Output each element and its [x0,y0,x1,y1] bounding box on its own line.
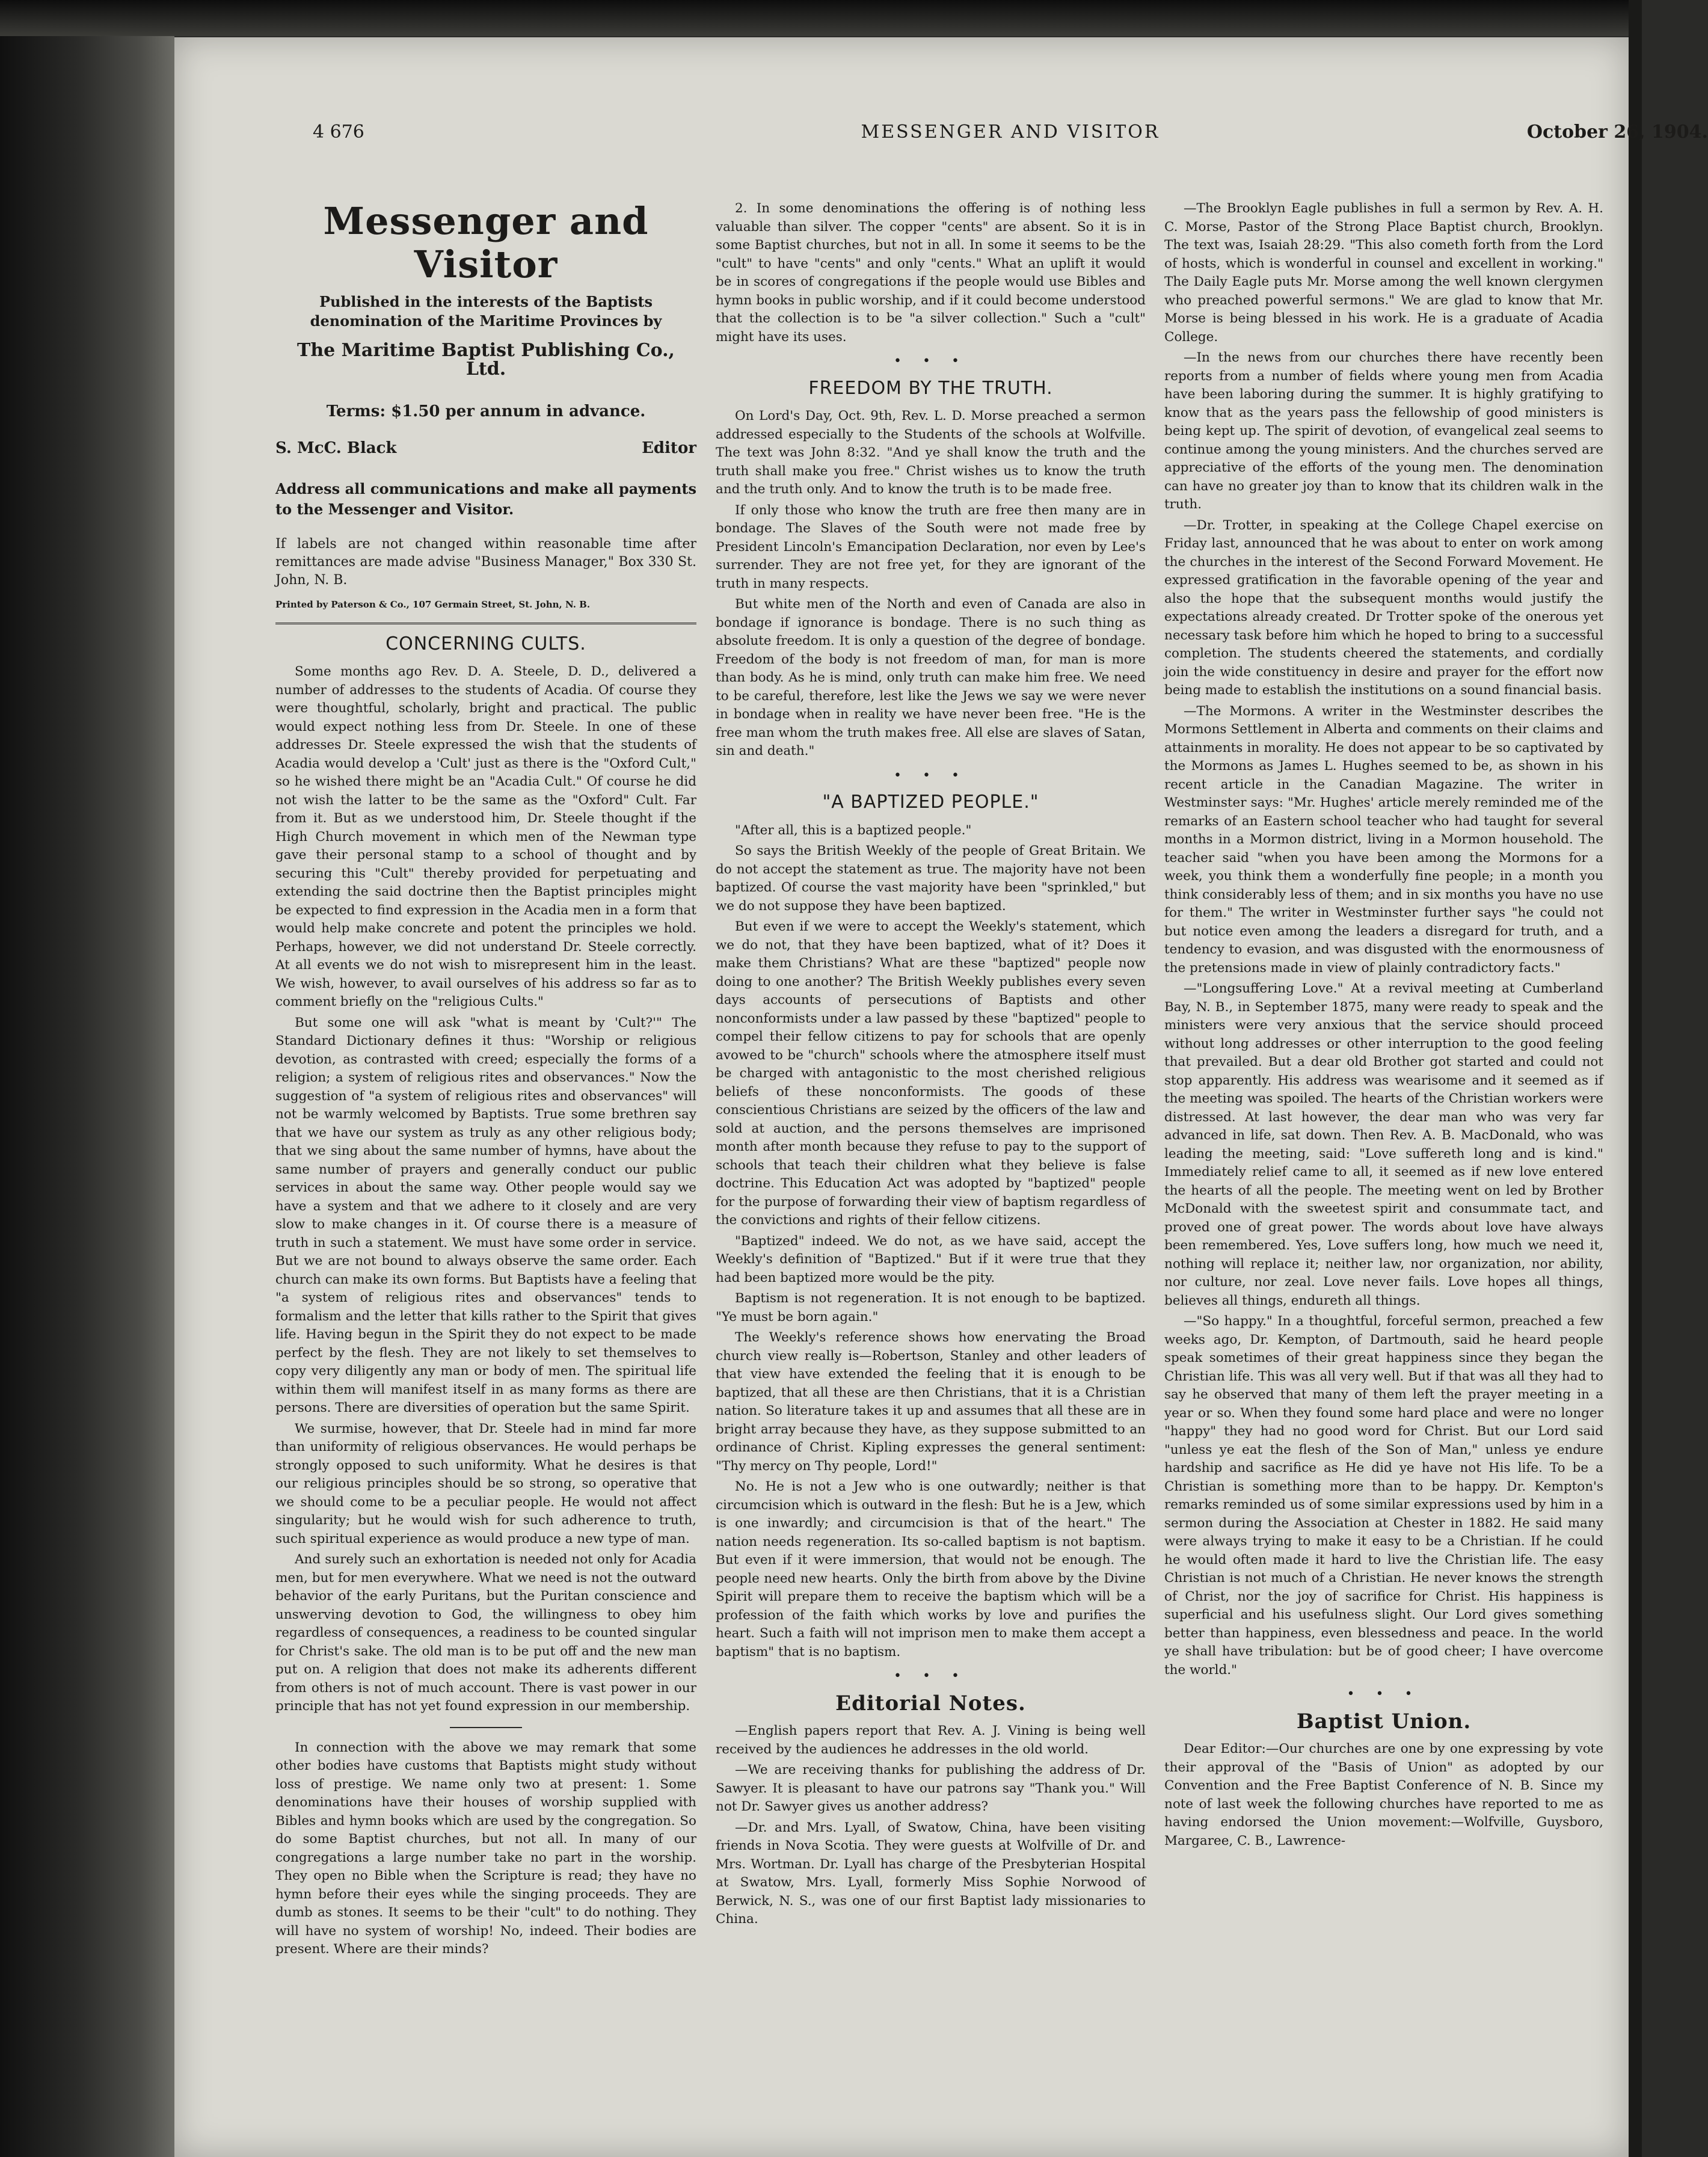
running-masthead: MESSENGER AND VISITOR [861,122,1160,143]
issue-date: October 26, 1904. [1526,122,1708,143]
paper-subtitle: Published in the interests of the Baptists denomination of the Maritime Provinces by [310,293,662,330]
article-paragraph: So says the British Weekly of the people of Great Britain. We do not accept the statement as true. The majority have not been baptized. Of course the vast majority have been "sprinkled," but we do not suppose they have been baptized. [716,843,1146,914]
article-paragraph: If only those who know the truth are free then many are in bondage. The Slaves of the South were not made free by President Lincoln's Emancipation Declaration, nor even by Lee's surrender. They are not free yet, for they are ignorant of the truth in many respects. [716,502,1146,591]
note-paragraph: —English papers report that Rev. A. J. Vining is being well received by the audiences he addresses in the old world. [716,1723,1146,1757]
column-1 [275,200,696,1962]
column-2 [716,200,1146,1931]
scan-border-top [0,0,1642,36]
editor-role: Editor [642,438,696,457]
note-paragraph: —The Mormons. A writer in the Westminster describes the Mormons Settlement in Alberta and comments on their claims and attainments in morality. He does not appear to be so captivated by the Mormons as James L. Hughes seemed to be, as shown in his recent article in the Canadian Magazine. The writer in Westminster says: "Mr. Hughes' article merely reminded me of the remarks of an Eastern school teacher who had taught for several months in a Mormon district, living in a Mormon household. The teacher said "when you have been among the Mormons for a week, you think them a wonderfully fine people; in a month you think considerably less of them; and in six months you have no use for them." The writer in Westminster further says "he could not but notice even among the leaders a disregard for truth, and a tendency to evasion, and was disgusted with the enormousness of the pretensions made in view of plainly contradictory facts." [1164,703,1603,976]
divider [275,623,696,624]
column-3 [1164,200,1603,1853]
article-paragraph: And surely such an exhortation is needed not only for Acadia men, but for men everywhere. What we need is not the outward behavior of the early Puritans, but the Puritan conscience and unswerving devotion to God, the willingness to obey him regardless of consequences, a readiness to be counted singular for Christ's sake. The old man is to be put off and the new man put on. A religion that does not make its adherents different from others is not of much account. There is vast power in our principle that has not yet found expression in our membership. [275,1552,696,1714]
publisher-name: The Maritime Baptist Publishing Co., Ltd. [297,340,675,380]
paper-title: Messenger and Visitor [323,199,649,286]
article-paragraph: The Weekly's reference shows how enervating the Broad church view really is—Robertson, Stanley and other leaders of that view have extended the feeling that it is enough to be baptized, that all these are then Christians, that it is a Christian nation. So literature takes it up and assumes that all these are in bright array because they have, as they suppose submitted to an ordinance of Christ. Kipling expresses the general sentiment: "Thy mercy on Thy people, Lord!" [716,1330,1146,1474]
article-paragraph: Some months ago Rev. D. A. Steele, D. D., delivered a number of addresses to the students of Acadia. Of course they were thoughtful, scholarly, bright and practical. The public would expect nothing less from Dr. Steele. In one of these addresses Dr. Steele expressed the wish that the students of Acadia would develop a 'Cult' just as there is the "Oxford Cult," so he wished there might be an "Acadia Cult." Of course he did not wish the latter to be the same as the "Oxford" Cult. Far from it. But as we understood him, Dr. Steele thought if the High Church movement in which men of the Newman type gave their personal stamp to a school of thought and by securing this "Cult" thereby provided for perpetuating and extending the said doctrine then the Baptist principles might be expected to find expression in the Acadia men in a form that would help make concrete and potent the principles we hold. Perhaps, however, we did not understand Dr. Steele correctly. At all events we do not wish to misrepresent him in the least. We wish, however, to avail ourselves of his address so far as to comment briefly on the "religious Cults." [275,664,696,1009]
article-paragraph: On Lord's Day, Oct. 9th, Rev. L. D. Morse preached a sermon addressed especially to the Students of the schools at Wolfville. The text was John 8:32. "And ye shall know the truth and the truth shall make you free." Christ wishes us to know the truth and the truth only. And to know the truth is to be made free. [716,408,1146,497]
section-ornament: • • • [894,768,968,783]
labels-notice: If labels are not changed within reasonable time after remittances are made advise "Business Manager," Box 330 St. John, N. B. [275,537,696,588]
address-notice: Address all communications and make all payments to the Messenger and Visitor. [275,480,696,518]
article-paragraph: 2. In some denominations the offering is of nothing less valuable than silver. The copper "cents" are absent. So it is in some Baptist churches, but not in all. In some it seems to be the "cult" to have "cents" and only "cents." What an uplift it would be in scores of congregations if the people would use Bibles and hymn books in public worship, and if it could become understood that the collection is to be "a silver collection." Such a "cult" might have its uses. [716,201,1146,345]
article-paragraph: No. He is not a Jew who is one outwardly; neither is that circumcision which is outward in the flesh: But he is a Jew, which is one inwardly; and circumcision is that of the heart." The nation needs regeneration. Its so-called baptism is not baptism. But even if it were immersion, that would not be enough. The people need new hearts. Only the birth from above by the Divine Spirit will prepare them to receive the baptism which will be a profession of the faith which works by love and purifies the heart. Such a faith will not imprison men to make them accept a baptism" that is no baptism. [716,1479,1146,1660]
note-paragraph: —"So happy." In a thoughtful, forceful sermon, preached a few weeks ago, Dr. Kempton, of Dartmouth, said he heard people speak sometimes of their great happiness since they began the Christian life. This was all very well. But if that was all they had to say he observed that many of them left the prayer meeting in a year or so. When they found some hard place and were no longer "happy" they had no good word for Christ. But our Lord said "unless ye eat the flesh of the Son of Man," unless ye endure hardship and sacrifice as He did ye have not His life. To be a Christian is something more than to be happy. Dr. Kempton's remarks reminded us of some similar expressions used by him in a sermon during the Association at Chester in 1882. He said many were always trying to make it easy to be a Christian. If he could he would often made it hard to live the Christian life. The easy Christian is not much of a Christian. He never knows the strength of Christ, nor the joy of sacrifice for Christ. His happiness is superficial and his usefulness slight. Our Lord gives something better than happiness, even blessedness and peace. In the world ye shall have tribulation: but be of good cheer; I have overcome the world." [1164,1314,1603,1678]
article-paragraph: "After all, this is a baptized people." [735,822,972,838]
editor-name: S. McC. Black [275,438,397,457]
divider [450,1727,522,1728]
note-paragraph: —In the news from our churches there have recently been reports from a number of fields where young men from Acadia have been laboring during the summer. It is highly gratifying to know that as the years pass the fellowship of good ministers is being kept up. The spirit of devotion, of evangelical zeal seems to continue among the young ministers. And the churches served are appreciative of the efforts of the young men. The denomination can have no greater joy than to know that its children walk in the truth. [1164,350,1603,512]
editor-line [275,439,696,458]
note-paragraph: —Dr. and Mrs. Lyall, of Swatow, China, have been visiting friends in Nova Scotia. They were guests at Wolfville of Dr. and Mrs. Wortman. Dr. Lyall has charge of the Presbyterian Hospital at Swatow, Mrs. Lyall, formerly Miss Sophie Norwood of Berwick, N. S., was one of our first Baptist lady missionaries to China. [716,1820,1146,1927]
printer-line: Printed by Paterson & Co., 107 Germain Street, St. John, N. B. [275,599,591,610]
page-number: 4 676 [313,122,364,143]
note-paragraph: —We are receiving thanks for publishing the address of Dr. Sawyer. It is pleasant to have our patrons say "Thank you." Will not Dr. Sawyer gives us another address? [716,1762,1146,1814]
article-paragraph: We surmise, however, that Dr. Steele had in mind far more than uniformity of religious observances. He would perhaps be strongly opposed to such uniformity. What he desires is that our religious principles should be so strong, so operative that we should come to be a peculiar people. He would not affect singularity; but he would wish for such adherence to truth, such spiritual experience as would produce a new type of man. [275,1421,696,1546]
article-paragraph: But some one will ask "what is meant by 'Cult?'" The Standard Dictionary defines it thus: "Worship or religious devotion, as contrasted with creed; especially the forms of a religion; a system of religious rites and observances." Now the suggestion of "a system of religious rites and observances" will not be warmly welcomed by Baptists. True some brethren say that we have our system as truly as any other religious body; that we sing about the same number of hymns, have about the same number of prayers and generally conduct our public services in about the same way. Other people would say we have a system and that we adhere to it closely and are very slow to make changes in it. Of course there is a measure of truth in such a statement. We must have some order in service. But we are not bound to always observe the same order. Each church can make its own forms. But Baptists have a feeling that "a system of religious rites and observances" tends to formalism and the letter that kills rather to the Spirit that gives life. Having begun in the Spirit they do not expect to be made perfect by the flesh. They are not likely to set themselves to copy very diligently any man or body of men. The spiritual life within them will manifest itself in as many forms as there are persons. There are diversities of operation but the same Spirit. [275,1015,696,1415]
article-heading-editorial-notes: Editorial Notes. [835,1691,1026,1715]
article-paragraph: In connection with the above we may remark that some other bodies have customs that Baptists might study without loss of prestige. We name only two at present: 1. Some denominations have their houses of worship supplied with Bibles and hymn books which are used by the congregation. So do some Baptist churches, but not all. In many of our congregations a large number take no part in the worship. They open no Bible when the Scripture is read; they have no hymn before their eyes while the singing proceeds. They are dumb as stones. It seems to be their "cult" to do nothing. They will have no system of worship! No, indeed. Their bodies are present. Where are their minds? [275,1740,696,1957]
note-paragraph: —The Brooklyn Eagle publishes in full a sermon by Rev. A. H. C. Morse, Pastor of the Strong Place Baptist church, Brooklyn. The text was, Isaiah 28:29. "This also cometh forth from the Lord of hosts, which is wonderful in counsel and excellent in working." The Daily Eagle puts Mr. Morse among the well known clergymen who preached powerful sermons." We are glad to know that Mr. Morse is being blessed in his work. He is a graduate of Acadia College. [1164,201,1603,345]
article-paragraph: But even if we were to accept the Weekly's statement, which we do not, that they have been baptized, what of it? Does it make them Christians? What are these "baptized" people now doing to one another? The British Weekly publishes every seven days accounts of persecutions of Baptists and other nonconformists under a law passed by these "baptized" people to compel their fellow citizens to pay for schools that are openly avowed to be "church" schools where the atmosphere itself must be charged with antagonistic to the most cherished religious beliefs of these nonconformists. The goods of these conscientious Christians are seized by the officers of the law and sold at auction, and the persons themselves are imprisoned month after month because they refuse to pay to the support of schools that teach their children what they believe is false doctrine. This Education Act was adopted by "baptized" people for the purpose of forwarding their view of baptism regardless of the convictions and rights of their fellow citizens. [716,919,1146,1228]
scan-border-right [1629,0,1642,2157]
page-header [313,122,1708,158]
article-paragraph: "Baptized" indeed. We do not, as we have said, accept the Weekly's definition of "Baptized." But if it were true that they had been baptized more would be the pity. [716,1233,1146,1285]
article-heading-freedom: FREEDOM BY THE TRUTH. [808,377,1053,399]
article-paragraph: Dear Editor:—Our churches are one by one expressing by vote their approval of the "Basis of Union" as adopted by our Convention and the Free Baptist Conference of N. B. Since my note of last week the following churches have reported to me as having endorsed the Union movement:—Wolfville, Guysboro, Margaree, C. B., Lawrence- [1164,1741,1603,1848]
note-paragraph: —Dr. Trotter, in speaking at the College Chapel exercise on Friday last, announced that he was about to enter on work among the churches in the interest of the Second Forward Movement. He expressed gratification in the favorable opening of the year and also the hope that the subsequent months would justify the expectations already created. Dr Trotter spoke of the onerous yet necessary task before him which he hoped to bring to a successful completion. The students cheered the statements, and cordially join the wide constituency in desire and prayer for the effort now being made to establish the institutions on a sound financial basis. [1164,517,1603,698]
article-heading-baptized: "A BAPTIZED PEOPLE." [822,792,1039,813]
section-ornament: • • • [894,354,968,369]
newspaper-page [174,37,1708,2157]
article-paragraph: Baptism is not regeneration. It is not enough to be baptized. "Ye must be born again." [716,1291,1146,1325]
section-ornament: • • • [894,1669,968,1684]
subscription-terms: Terms: $1.50 per annum in advance. [326,402,646,420]
article-paragraph: But white men of the North and even of Canada are also in bondage if ignorance is bondage. There is no such thing as absolute freedom. It is only a question of the degree of bondage. Freedom of the body is not freedom of man, for man is more than body. As he is mind, only truth can make him free. We need to be careful, therefore, lest like the Jews we say we were never in bondage when in reality we have never been free. "He is the free man whom the truth makes free. All else are slaves of Satan, sin and death." [716,597,1146,758]
article-heading-baptist-union: Baptist Union. [1296,1709,1472,1734]
article-heading-cults: CONCERNING CULTS. [386,633,586,654]
scan-border-left [0,0,174,2157]
section-ornament: • • • [1347,1687,1421,1702]
note-paragraph: —"Longsuffering Love." At a revival meeting at Cumberland Bay, N. B., in September 1875, many were ready to speak and the ministers were very anxious that the service should proceed without long addresses or other interruption to the good feeling that prevailed. But a dear old Brother got started and could not stop apparently. His address was wearisome and it seemed as if the meeting was spoiled. The hearts of the Christian workers were distressed. At last however, the dear man who was very far advanced in life, sat down. Then Rev. A. B. MacDonald, who was leading the meeting, said: "Love suffereth long and is kind." Immediately relief came to all, it seemed as if new love entered the hearts of all the people. The meeting went on led by Brother McDonald with the sweetest spirit and consummate tact, and proved one of great power. The words about love have always been remembered. Yes, Love suffers long, how much we need it, nothing will replace it; neither law, nor organization, nor ability, nor culture, nor zeal. Love never fails. Love hopes all things, believes all things, endureth all things. [1164,981,1603,1308]
